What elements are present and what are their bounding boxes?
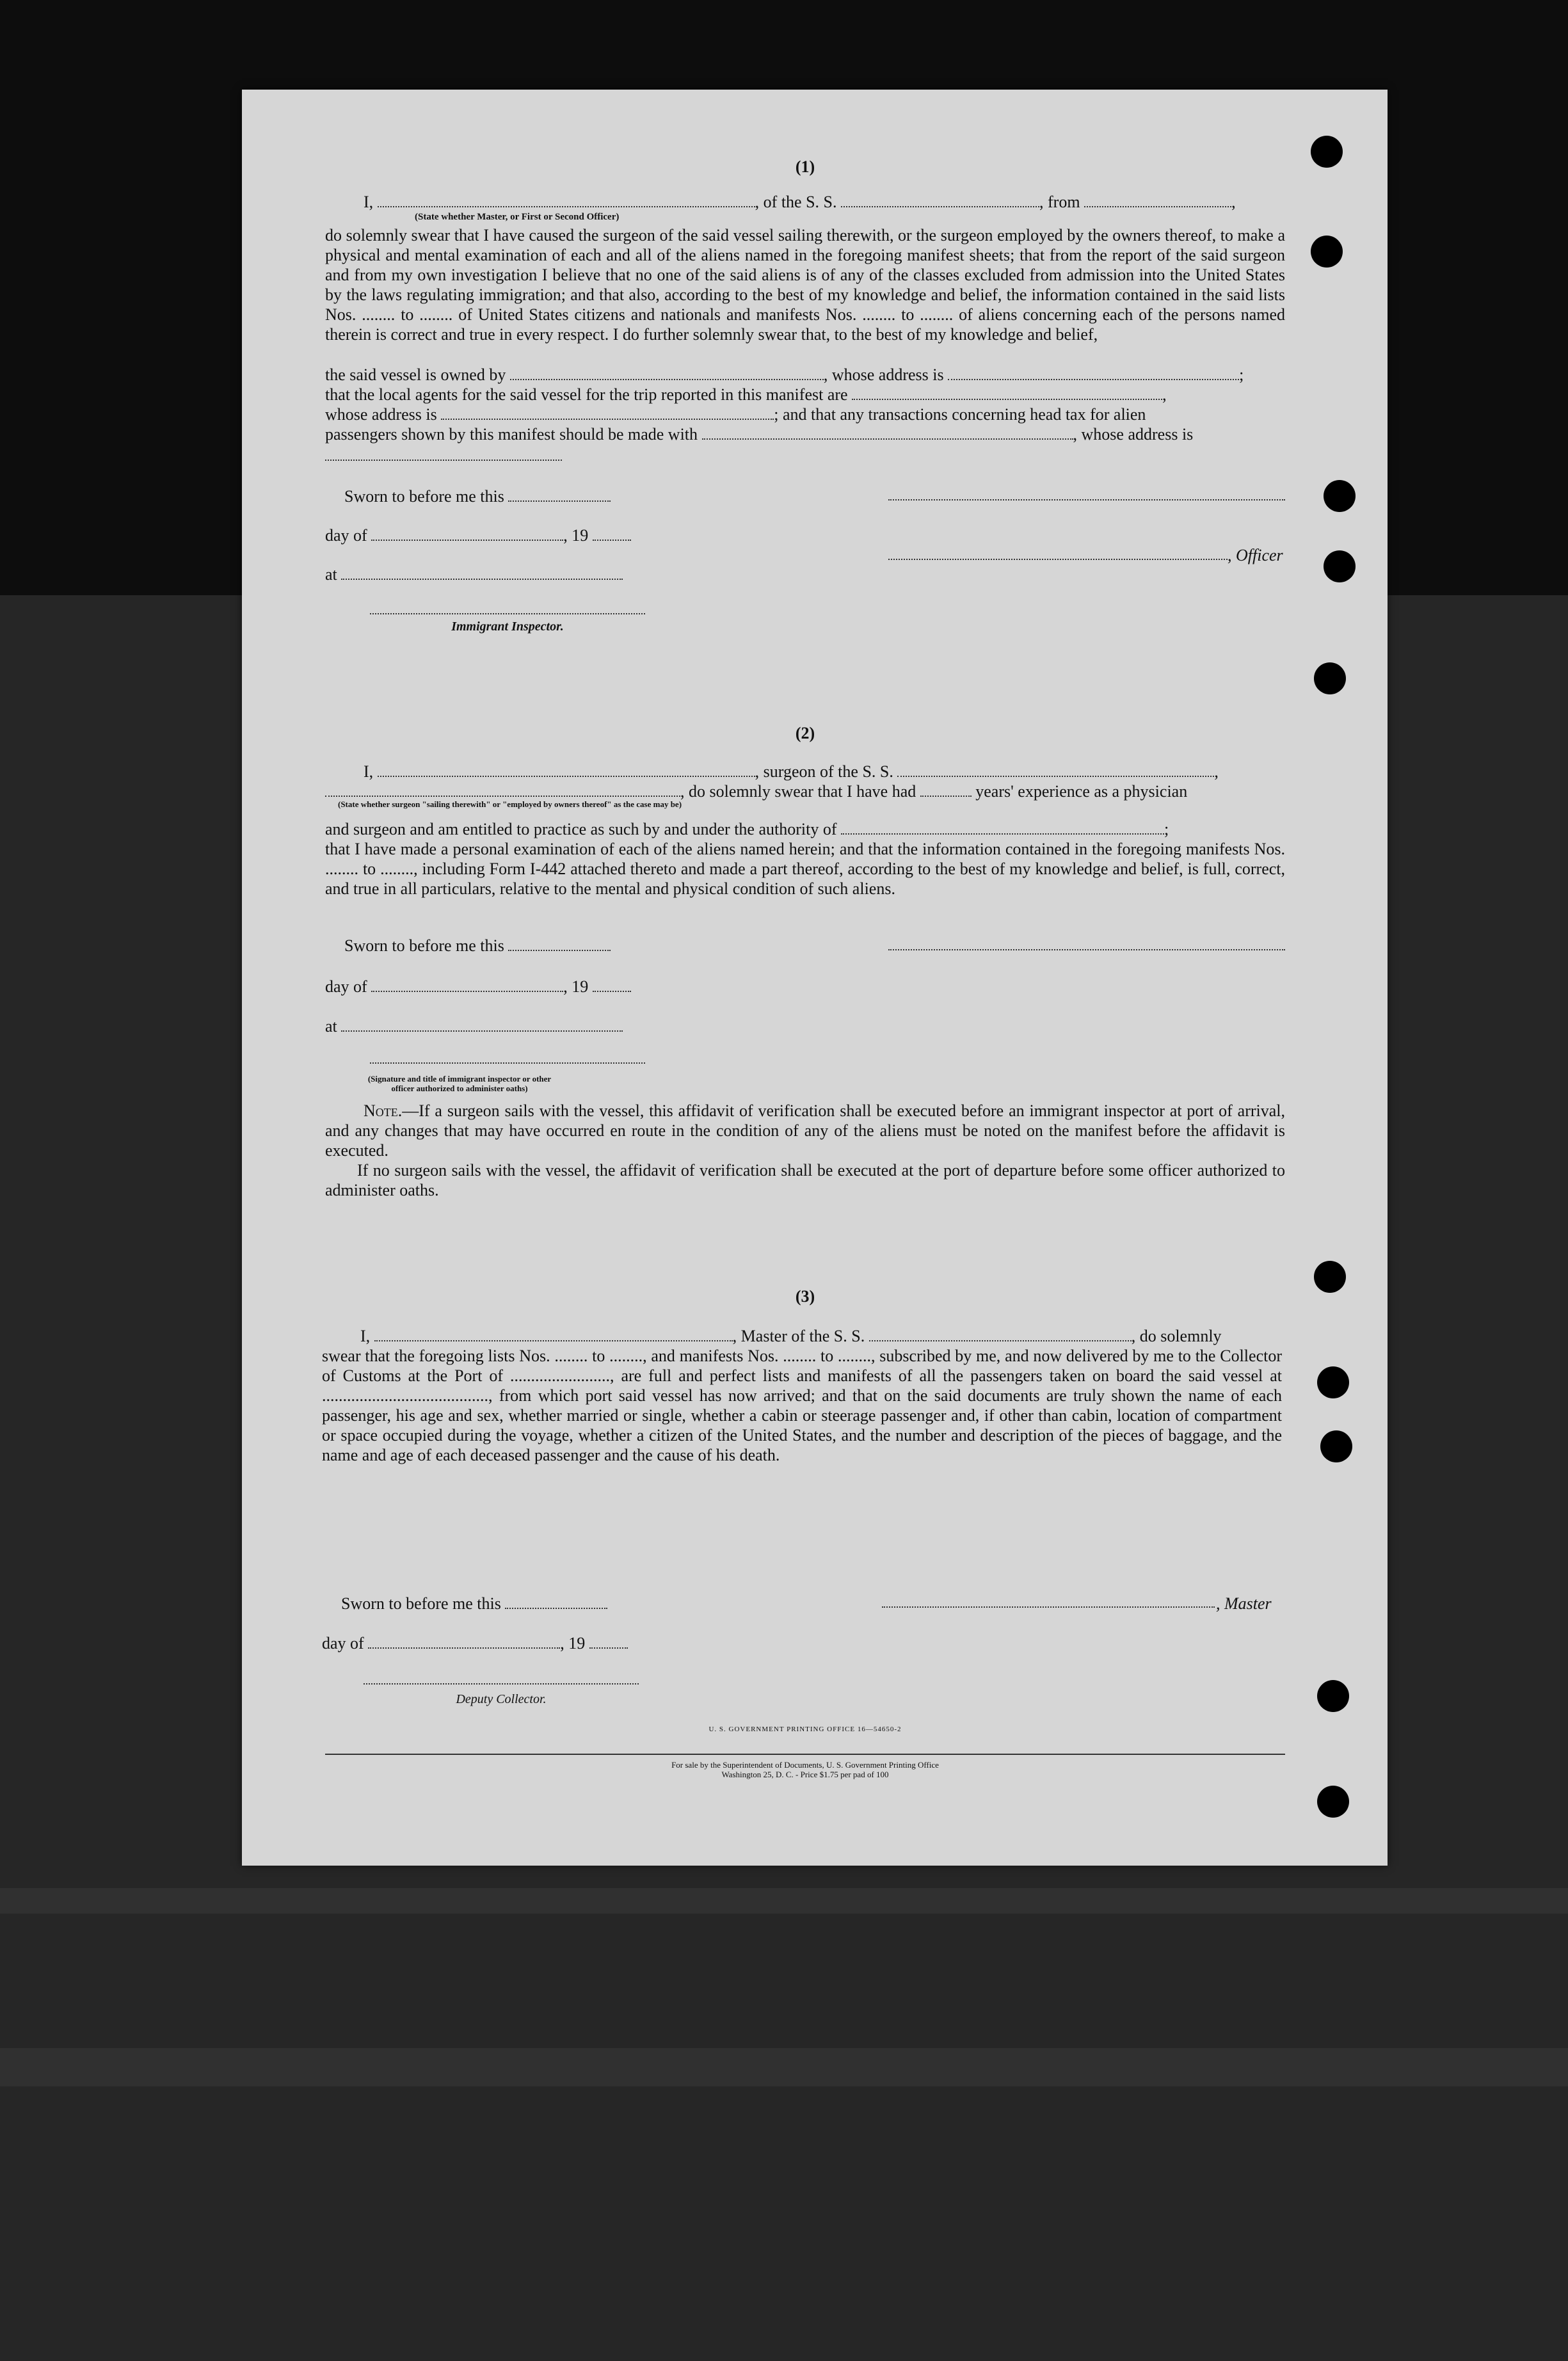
s1-comma: , [1231, 193, 1236, 211]
s3-sworn-label: Sworn to before me this [341, 1594, 501, 1613]
s1-head-tax-label: ; and that any transactions concerning head tax for alien [774, 405, 1146, 424]
s1-officer-signature-field[interactable] [888, 559, 1228, 560]
s3-collector-signature-field[interactable] [364, 1683, 639, 1685]
s2-swear-label: , do solemnly swear that I have had [680, 782, 916, 801]
s3-day-of-label: day of [322, 1634, 364, 1653]
s1-oath-paragraph: do solemnly swear that I have caused the surgeon of the said vessel sailing therewith, or the surgeon employed by the owners thereof, to make a physical and mental examination of each and all of the aliens named in the foregoing manifest sheets; that from the report of the said surgeon and from my own investigation I believe that no one of the said aliens is of any of the classes excluded from admission into the United States by the laws regulating immigration; and that also, according to the best of my knowledge and belief, the information contained in the said lists Nos. ........ to ........ of United States citizens and nationals and manifests Nos. ........ to ........ of aliens concerning each of the persons named therein is correct and true in every respect. I do further solemnly swear that, to the best of my knowledge and belief, [325, 226, 1285, 344]
s1-whose-address2-label: whose address is [325, 405, 437, 424]
s2-line1 [325, 762, 1285, 781]
s1-sworn-label: Sworn to before me this [344, 487, 504, 506]
s1-from-label: , from [1039, 193, 1080, 211]
s2-month-field[interactable] [371, 978, 563, 992]
s1-inspector-signature-field[interactable] [370, 613, 645, 614]
s1-owner-field[interactable] [510, 366, 824, 380]
s2-vessel-field[interactable] [897, 763, 1214, 777]
s1-year-label: , 19 [563, 526, 589, 545]
s1-semicolon: ; [1239, 365, 1244, 384]
s3-deputy-collector-label: Deputy Collector. [456, 1692, 547, 1706]
s3-master-name-field[interactable] [374, 1327, 733, 1341]
s1-sworn-line [344, 486, 1304, 506]
s2-sworn-date-field[interactable] [508, 937, 611, 951]
s1-officer-label: , Officer [1228, 546, 1283, 564]
punch-hole [1317, 1366, 1349, 1398]
s2-surgeon-name-field[interactable] [378, 763, 755, 777]
punch-hole [1311, 136, 1343, 168]
s2-note-label: Note. [364, 1101, 403, 1120]
s1-passengers-label: passengers shown by this manifest should be made with [325, 425, 698, 444]
s2-years-field[interactable] [920, 783, 972, 797]
section-1-line1 [325, 192, 1285, 212]
s3-oath-paragraph: swear that the foregoing lists Nos. ........ to ........, and manifests Nos. ........ to ........, subscribed by me, and now delivered by me to the Collector of Customs at the Port of ........................, are full and perfect lists and manifests of all the passengers taken on board the said vessel at ........................................, from which port said vessel has now arrived; and that on the said documents are truly shown the name of each passenger, his age and sex, whether married or single, whether a cabin or steerage passenger and, if other than cabin, location of compartment or space occupied during the voyage, whether a citizen of the United States, and the number and description of the pieces of baggage, and the name and age of each deceased passenger and the cause of his death. [322, 1347, 1282, 1464]
s1-month-field[interactable] [371, 527, 563, 541]
s1-comma2: , [1162, 385, 1167, 404]
punch-hole [1314, 662, 1346, 694]
s2-authority-line [325, 819, 1285, 839]
punch-hole [1317, 1680, 1349, 1712]
s3-day-line [322, 1633, 1282, 1653]
s2-note2-paragraph: If no surgeon sails with the vessel, the affidavit of verification shall be executed at the port of departure before some officer authorized to administer oaths. [325, 1161, 1285, 1199]
s3-year-field[interactable] [589, 1635, 628, 1649]
punch-hole [1324, 480, 1356, 512]
s1-head-tax-agent-field[interactable] [702, 426, 1073, 440]
s2-semicolon: ; [1164, 820, 1169, 838]
s2-surgeon-of-label: , surgeon of the S. S. [755, 762, 893, 781]
s1-master-signature-field[interactable] [888, 499, 1285, 500]
footer-sale-line-2: Washington 25, D. C. - Price $1.75 per pad of 100 [721, 1770, 889, 1779]
s1-day-of-label: day of [325, 526, 367, 545]
punch-hole [1314, 1261, 1346, 1293]
background-streak [0, 1888, 1568, 1914]
s1-head-tax-address-field[interactable] [325, 460, 562, 461]
s2-oath-paragraph: that I have made a personal examination of each of the aliens named herein; and that the information contained in the foregoing manifests Nos. ........ to ........, including Form I-442 attached thereto and made a part thereof, according to the best of my knowledge and belief, is full, correct, and true in all particulars, relative to the mental and physical condition of such aliens. [325, 840, 1285, 898]
s1-local-agents-line [325, 385, 1285, 404]
s2-year-label: , 19 [563, 977, 589, 996]
s1-immigrant-inspector-label: Immigrant Inspector. [451, 620, 564, 634]
s2-years-label: years' experience as a physician [975, 782, 1188, 801]
s1-at-field[interactable] [341, 566, 623, 580]
form-sheet [242, 90, 1388, 1866]
s1-local-agents-field[interactable] [852, 386, 1162, 400]
s1-vessel-label: , of the S. S. [755, 193, 837, 211]
s1-agent-address-field[interactable] [441, 406, 774, 420]
s3-do-solemnly-label: , do solemnly [1131, 1327, 1222, 1345]
section-1-number: (1) [795, 157, 815, 176]
background-streak [0, 2048, 1568, 2086]
s1-owned-by-label: the said vessel is owned by [325, 365, 506, 384]
s2-year-field[interactable] [593, 978, 631, 992]
punch-hole [1317, 1786, 1349, 1818]
s1-day-line [325, 525, 1285, 545]
s1-at-label: at [325, 565, 337, 584]
s2-sworn-label: Sworn to before me this [344, 936, 504, 955]
s2-day-line [325, 977, 1285, 996]
s2-at-field[interactable] [341, 1018, 623, 1032]
s1-passengers-line [325, 424, 1285, 444]
punch-hole [1320, 1430, 1352, 1462]
s2-authority-field[interactable] [841, 820, 1164, 835]
s2-officer-signature-field[interactable] [370, 1062, 645, 1064]
s1-vessel-field[interactable] [841, 193, 1039, 207]
s2-surgeon-signature-field[interactable] [888, 949, 1285, 950]
s3-vessel-field[interactable] [869, 1327, 1132, 1341]
section-3-number: (3) [795, 1287, 815, 1306]
s1-sworn-date-field[interactable] [508, 488, 611, 502]
s3-month-field[interactable] [368, 1635, 560, 1649]
s2-i-label: I, [364, 762, 374, 781]
footer-sale-line-1: For sale by the Superintendent of Documents, U. S. Government Printing Office [671, 1760, 939, 1770]
punch-hole [1311, 236, 1343, 268]
s3-master-of-label: , Master of the S. S. [732, 1327, 865, 1345]
s3-line1 [322, 1326, 1282, 1346]
s2-surgeon-caption: (State whether surgeon "sailing therewith" or "employed by owners thereof" as the case may be) [338, 799, 682, 809]
s2-at-line [325, 1016, 1285, 1036]
s3-sworn-line [341, 1594, 1301, 1613]
s1-agent-address-line [325, 404, 1285, 424]
s3-year-label: , 19 [560, 1634, 586, 1653]
s2-sworn-line [344, 936, 1304, 956]
s1-whose-address-label: , whose address is [823, 365, 944, 384]
s3-i-label: I, [360, 1327, 371, 1345]
s3-master-signature-field[interactable] [882, 1606, 1215, 1608]
s1-year-field[interactable] [593, 527, 631, 541]
s1-i-label: I, [364, 193, 374, 211]
s2-day-of-label: day of [325, 977, 367, 996]
s1-master-caption: (State whether Master, or First or Second Officer) [415, 212, 620, 222]
s3-sworn-date-field[interactable] [505, 1595, 607, 1609]
s2-authority-label: and surgeon and am entitled to practice as such by and under the authority of [325, 820, 837, 838]
s1-local-agents-label: that the local agents for the said vessel for the trip reported in this manifest are [325, 385, 848, 404]
s2-note-paragraph [325, 1101, 1285, 1160]
s1-owner-address-field[interactable] [948, 366, 1239, 380]
s2-comma: , [1214, 762, 1219, 781]
s1-at-line [325, 564, 1285, 584]
gpo-imprint: U. S. GOVERNMENT PRINTING OFFICE 16—54650-2 [708, 1725, 902, 1733]
s2-signature-caption: (Signature and title of immigrant inspector or other officer authorized to administer oaths) [367, 1074, 552, 1093]
s2-note-text: —If a surgeon sails with the vessel, this affidavit of verification shall be executed before an immigrant inspector at port of arrival, and any changes that may have occurred en route in the condition of any of the aliens must be noted on the manifest before the affidavit is executed. [325, 1101, 1285, 1160]
section-2-number: (2) [795, 724, 815, 742]
s1-whose-address3-label: , whose address is [1073, 425, 1194, 444]
footer-rule [325, 1754, 1285, 1755]
s1-owned-by-line [325, 365, 1285, 385]
s2-at-label: at [325, 1017, 337, 1036]
s1-from-field[interactable] [1084, 193, 1231, 207]
s3-master-label: , Master [1216, 1594, 1272, 1613]
s1-master-name-field[interactable] [378, 193, 755, 207]
s2-surgeon-type-field[interactable] [325, 783, 680, 797]
